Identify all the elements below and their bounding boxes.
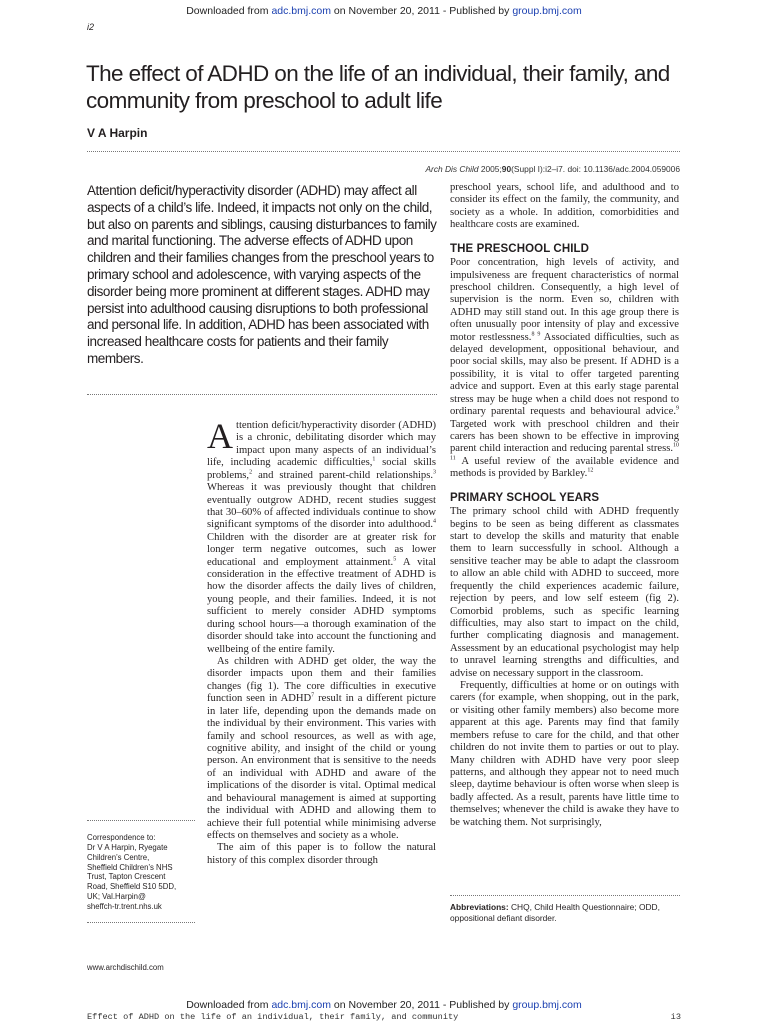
citation-volume: 90 <box>501 164 512 174</box>
reference-marker: 5 <box>393 556 397 563</box>
section-heading: THE PRESCHOOL CHILD <box>450 242 590 255</box>
reference-marker: 9 <box>676 405 679 412</box>
left-column <box>207 420 436 930</box>
citation-year: 2005; <box>480 164 502 174</box>
footer-page-number: i3 <box>670 1012 681 1022</box>
site-link[interactable]: adc.bmj.com <box>271 5 331 17</box>
text-run: As children with ADHD get older, the way the disorder impacts upon them and their families changes (fig 1). The core difficulties in executive function seen in ADHD <box>207 656 436 705</box>
divider <box>87 151 680 152</box>
body-paragraph: The primary school child with ADHD frequently begins to be seen as being different as classmates start to develop the skills and maturity that enable them to learn successfully in school. Although a sensitive teacher may be able to adapt the classroom to allow an able child with ADHD to succeed, more frequently the child experiences academic failure, rejection by peers, and low self esteem (fig 2). Comorbid problems, such as specific learning difficulties, may also start to impact on the child, further complicating diagnosis and management. Assessment by an educational psychologist may help to unravel learning strengths and difficulties, and advise on necessary support in the classroom. <box>450 506 679 679</box>
text-run: Children with the disorder are at greater risk for longer term negative outcomes, such as lower educational and employment attainment. <box>207 531 436 568</box>
abbrev-divider <box>450 895 680 896</box>
page-number: i2 <box>87 22 95 32</box>
journal-name: Arch Dis Child <box>425 164 479 174</box>
correspondence-label: Correspondence to: <box>87 833 156 842</box>
article-title: The effect of ADHD on the life of an individual, their family, and community from preschool to adult life <box>86 61 670 113</box>
download-date: on November 20, 2011 - Published by <box>330 5 513 17</box>
abbrev-label: Abbreviations: <box>450 902 509 912</box>
correspondence <box>87 833 176 912</box>
reference-marker: 4 <box>433 518 436 525</box>
text-run: and strained parent-child relationships. <box>252 469 433 481</box>
text-run: result in a different picture in later life, depending upon the demands made on the individual by their environment. This varies with family and school resources, as well as with age, cognitive ability, and insight of the child or young person. An environment that is sensitive to the needs of an individual with ADHD and aware of the implications of the disorder is vital. Optimal medical and behavioural management is aimed at supporting the individual with ADHD and allowing them to achieve their full potential while minimising adverse effects on themselves and society as a whole. <box>207 693 436 841</box>
correspondence-line: Road, Sheffield S10 5DD, <box>87 882 177 892</box>
abbrev-text: CHQ, Child Health Questionnaire; ODD, oppositional defiant disorder. <box>450 902 660 923</box>
text-run: Targeted work with preschool children and their carers has been shown to be effective in improving parent child interaction and reducing parental stress. <box>450 418 679 455</box>
text-run: Associated difficulties, such as delayed development, oppositional behaviour, and poor social skills, may also be present. If ADHD is a possibility, it is vital to offer targeted parenting advice and support. Even at this early stage parental stress may be huge when a child does not respond to ordinary parental requests and behavioural advice. <box>450 331 679 418</box>
reference-marker: 3 <box>433 469 436 476</box>
reference-marker: 1 <box>372 456 376 463</box>
body-paragraph: The aim of this paper is to follow the natural history of this complex disorder through <box>207 842 436 866</box>
text-run: Whereas it was previously thought that children eventually outgrow ADHD, recent studies suggest that 30–60% of affected individuals continue to show significant symptoms of the disorder into adulthood. <box>207 482 436 531</box>
citation <box>380 164 680 174</box>
site-link[interactable]: adc.bmj.com <box>271 999 331 1011</box>
download-prefix: Downloaded from <box>186 5 272 17</box>
website: www.archdischild.com <box>87 963 164 972</box>
author: V A Harpin <box>87 126 148 140</box>
download-banner-top <box>0 5 768 17</box>
running-footer <box>87 1012 681 1022</box>
download-prefix: Downloaded from <box>186 999 272 1011</box>
text-run: A useful review of the available evidence and methods is provided by Barkley. <box>450 455 679 480</box>
sidebar-divider-bottom <box>87 922 195 923</box>
correspondence-line: Sheffield Children’s NHS <box>87 862 173 872</box>
abstract: Attention deficit/hyperactivity disorder (ADHD) may affect all aspects of a child’s life. Indeed, it impacts not only on the child, but also on parents and siblings, causing disturbances to family and marital functioning. The adverse effects of ADHD upon children and their families changes from the preschool years to primary school and adolescence, with varying aspects of the disorder being more prominent at different stages. ADHD may persist into adulthood causing disruptions to both professional and personal life. In addition, ADHD has been associated with increased healthcare costs for patients and their family members. <box>87 183 437 366</box>
abstract-divider <box>87 394 437 395</box>
text-run: social skills problems, <box>207 457 436 481</box>
reference-marker: 2 <box>249 469 253 476</box>
text-run: Poor concentration, high levels of activity, and impulsiveness are frequent characteristics of normal preschool children. Consequently, a high level of supervision is the norm. Even so, children with ADHD may still stand out. In this age group there is often unusually poor intensity of play and excessive motor restlessness. <box>450 257 679 343</box>
correspondence-email: sheffch-tr.trent.nhs.uk <box>87 901 162 911</box>
reference-marker: 10 11 <box>450 442 679 462</box>
body-paragraph <box>207 656 436 842</box>
download-date: on November 20, 2011 - Published by <box>330 999 513 1011</box>
abbreviations <box>450 902 680 924</box>
right-column <box>450 182 679 900</box>
download-banner-bottom <box>0 999 768 1011</box>
reference-marker: 12 <box>587 467 594 474</box>
correspondence-line: Trust, Tapton Crescent <box>87 872 166 882</box>
correspondence-line: Children’s Centre, <box>87 852 150 862</box>
running-title: Effect of ADHD on the life of an individual, their family, and community <box>87 1012 459 1022</box>
reference-marker: 8 9 <box>531 331 541 338</box>
body-paragraph <box>450 257 679 481</box>
correspondence-line: UK; Val.Harpin@ <box>87 892 146 902</box>
reference-marker: 7 <box>311 692 315 699</box>
body-paragraph: Frequently, difficulties at home or on outings with carers (for example, when shopping, out in the park, or visiting other family members) also become more apparent at this age. Parents may find that family members refuse to care for the child, and that other children do not invite them to parties or out to play. Many children with ADHD have very poor sleep patterns, and although they appear not to need much sleep, daytime behaviour is often worse when sleep is badly affected. As a result, parents have little time to themselves; whenever the child is awake they have to be watching them. Not surprisingly, <box>450 680 679 828</box>
intro-paragraph <box>207 420 436 656</box>
drop-cap: A <box>207 420 233 456</box>
section-heading: PRIMARY SCHOOL YEARS <box>450 491 600 504</box>
text-run: A vital consideration in the effective treatment of ADHD is how the disorder affects the daily lives of children, young people, and their families. Indeed, it is not sufficient to merely consider ADHD symptoms during school hours—a thorough examination of the disorder should take into account the functioning and wellbeing of the entire family. <box>207 556 436 655</box>
publisher-link[interactable]: group.bmj.com <box>512 5 582 17</box>
text-run: ttention deficit/hyperactivity disorder (ADHD) is a chronic, debilitating disorder which may impact upon many aspects of an individual’s life, including academic difficulties, <box>207 420 436 469</box>
correspondence-line: Dr V A Harpin, Ryegate <box>87 842 168 852</box>
sidebar-divider-top <box>87 820 195 821</box>
citation-doi: (Suppl I):i2–i7. doi: 10.1136/adc.2004.059006 <box>511 164 680 174</box>
publisher-link[interactable]: group.bmj.com <box>512 999 582 1011</box>
body-paragraph: preschool years, school life, and adulthood and to consider its effect on the family, the community, and society as a whole. In addition, comorbidities and healthcare costs are examined. <box>450 182 679 231</box>
